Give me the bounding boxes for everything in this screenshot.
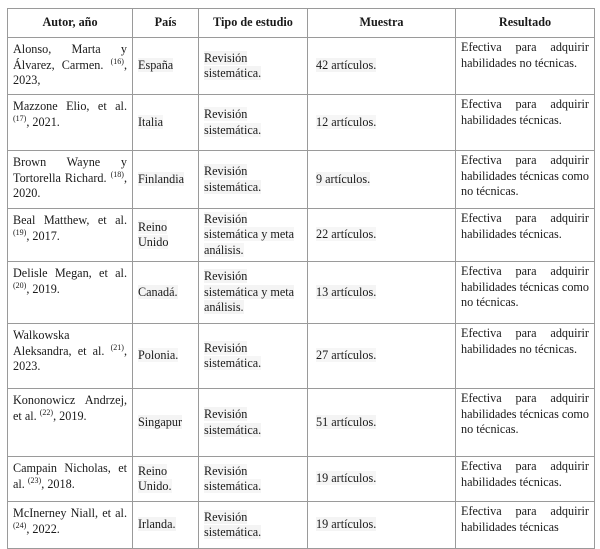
sample-text: 19 artículos. [316, 517, 377, 532]
author-cell [8, 389, 133, 457]
country-text: Italia [138, 114, 164, 129]
table-row [8, 389, 595, 457]
sample-cell [308, 502, 456, 549]
citation-ref: (19) [13, 227, 27, 237]
country-cell [133, 95, 199, 151]
country-text: Singapur [138, 414, 183, 429]
result-cell: Efectiva para adquirir habilidades técnicas como no técnicas. [456, 151, 595, 209]
country-text: Reino Unido. [138, 463, 172, 493]
author-cell [8, 502, 133, 549]
studies-table [7, 8, 595, 549]
author-year: , 2021. [26, 114, 60, 129]
author-year: , 2023. [13, 343, 128, 373]
author-year: , 2017. [26, 228, 60, 243]
header-study-type: Tipo de estudio [199, 9, 308, 38]
citation-ref: (22) [39, 407, 54, 417]
author-year: , 2020. [13, 170, 127, 200]
sample-text: 42 artículos. [316, 58, 377, 73]
table-header-row [8, 9, 595, 38]
result-cell: Efectiva para adquirir habilidades técnicas como no técnicas. [456, 389, 595, 457]
header-result: Resultado [456, 9, 595, 38]
author-name: Delisle Megan, et al. [13, 266, 127, 280]
sample-cell [308, 389, 456, 457]
country-cell [133, 389, 199, 457]
result-cell: Efectiva para adquirir habilidades técnicas. [456, 95, 595, 151]
sample-cell [308, 324, 456, 389]
sample-text: 27 artículos. [316, 348, 377, 363]
author-cell [8, 457, 133, 502]
sample-cell [308, 262, 456, 324]
sample-cell [308, 209, 456, 262]
table-row [8, 38, 595, 95]
result-cell: Efectiva para adquirir habilidades no técnicas. [456, 324, 595, 389]
country-text: Canadá. [138, 284, 178, 299]
sample-cell [308, 457, 456, 502]
table-row [8, 502, 595, 549]
study-type-cell [199, 502, 308, 549]
country-cell [133, 324, 199, 389]
author-name: Brown Wayne y Tortorella Richard. [13, 155, 127, 185]
table-row [8, 457, 595, 502]
author-name: Campain Nicholas, et al. [13, 461, 127, 491]
citation-ref: (23) [27, 475, 42, 485]
result-cell: Efectiva para adquirir habilidades técnicas. [456, 457, 595, 502]
study-type-text: Revisión sistemática. [204, 463, 262, 493]
study-type-cell [199, 209, 308, 262]
study-type-text: Revisión sistemática. [204, 107, 262, 137]
study-type-cell [199, 324, 308, 389]
author-year: , 2022. [26, 521, 60, 536]
study-type-text: Revisión sistemática. [204, 509, 262, 539]
study-type-text: Revisión sistemática y meta análisis. [204, 211, 295, 257]
country-cell [133, 151, 199, 209]
study-type-text: Revisión sistemática. [204, 164, 262, 194]
study-type-cell [199, 151, 308, 209]
citation-ref: (21) [110, 342, 124, 352]
sample-cell [308, 95, 456, 151]
country-text: Polonia. [138, 348, 179, 363]
sample-text: 9 artículos. [316, 171, 371, 186]
country-text: Reino Unido [138, 219, 169, 249]
header-sample: Muestra [308, 9, 456, 38]
author-year: , 2023, [13, 57, 127, 87]
table-row [8, 95, 595, 151]
table-container [7, 8, 595, 549]
citation-ref: (17) [13, 113, 27, 123]
study-type-cell [199, 389, 308, 457]
country-cell [133, 262, 199, 324]
result-cell: Efectiva para adquirir habilidades no técnicas. [456, 38, 595, 95]
country-cell [133, 457, 199, 502]
sample-cell [308, 38, 456, 95]
author-cell [8, 95, 133, 151]
author-year: , 2019. [26, 281, 60, 296]
country-text: España [138, 58, 174, 73]
author-year: , 2018. [41, 476, 75, 491]
author-name: Walkowska Aleksandra, et al. [13, 328, 105, 358]
author-name: Beal Matthew, et al. [13, 213, 127, 227]
country-cell [133, 209, 199, 262]
author-name: Mazzone Elio, et al. [13, 99, 127, 113]
citation-ref: (20) [13, 280, 27, 290]
sample-text: 13 artículos. [316, 284, 377, 299]
result-cell: Efectiva para adquirir habilidades técnicas. [456, 209, 595, 262]
study-type-text: Revisión sistemática. [204, 407, 262, 437]
country-text: Irlanda. [138, 517, 176, 532]
sample-text: 12 artículos. [316, 114, 377, 129]
study-type-cell [199, 262, 308, 324]
author-cell [8, 324, 133, 389]
header-author: Autor, año [8, 9, 133, 38]
citation-ref: (16) [110, 56, 124, 66]
author-year: , 2019. [53, 408, 87, 423]
table-row [8, 151, 595, 209]
header-country: País [133, 9, 199, 38]
author-cell [8, 262, 133, 324]
country-cell [133, 502, 199, 549]
author-name: Kononowicz Andrzej, et al. [13, 393, 127, 423]
sample-cell [308, 151, 456, 209]
table-row [8, 209, 595, 262]
sample-text: 51 artículos. [316, 414, 377, 429]
citation-ref: (18) [110, 169, 124, 179]
author-cell [8, 38, 133, 95]
study-type-cell [199, 95, 308, 151]
study-type-cell [199, 38, 308, 95]
study-type-text: Revisión sistemática y meta análisis. [204, 269, 295, 315]
result-cell: Efectiva para adquirir habilidades técnicas como no técnicas. [456, 262, 595, 324]
sample-text: 19 artículos. [316, 471, 377, 486]
author-name: Alonso, Marta y Álvarez, Carmen. [13, 42, 127, 72]
study-type-text: Revisión sistemática. [204, 50, 262, 80]
citation-ref: (24) [13, 520, 27, 530]
table-row [8, 324, 595, 389]
author-name: McInerney Niall, et al. [13, 506, 127, 520]
country-text: Finlandia [138, 171, 185, 186]
sample-text: 22 artículos. [316, 227, 377, 242]
author-cell [8, 209, 133, 262]
country-cell [133, 38, 199, 95]
study-type-cell [199, 457, 308, 502]
author-cell [8, 151, 133, 209]
study-type-text: Revisión sistemática. [204, 340, 262, 370]
result-cell: Efectiva para adquirir habilidades técnicas [456, 502, 595, 549]
table-row [8, 262, 595, 324]
